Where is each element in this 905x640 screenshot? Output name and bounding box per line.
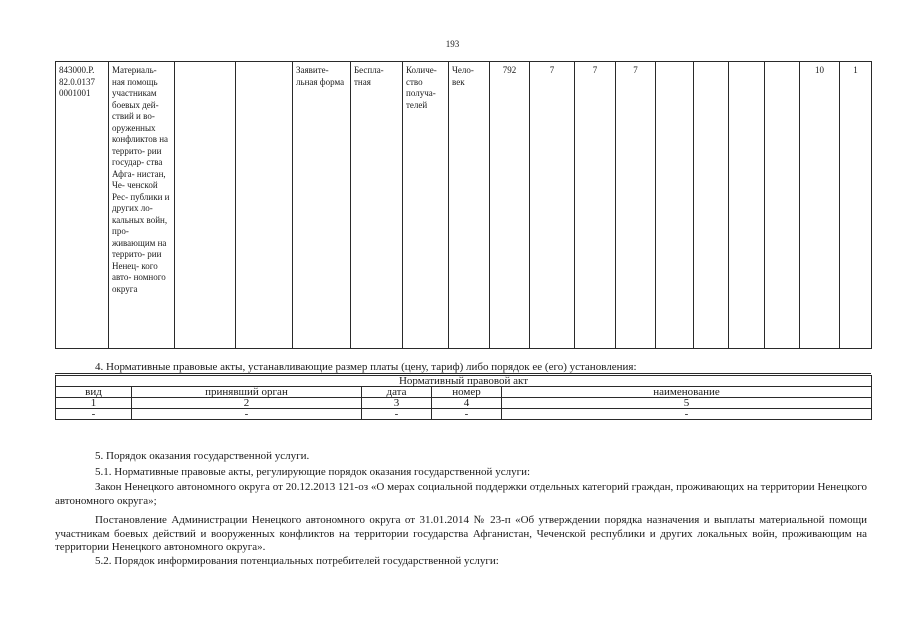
deviation-percent-cell: 10 bbox=[800, 62, 840, 349]
page-number: 193 bbox=[445, 39, 460, 49]
table-cell: - bbox=[502, 409, 872, 420]
section-4-title: 4. Нормативные правовые акты, устанавливающие размер платы (цену, тариф) либо порядок ее (его) установления: bbox=[95, 361, 637, 373]
payment-cell: Беспла- тная bbox=[351, 62, 403, 349]
empty-cell bbox=[236, 62, 293, 349]
law-paragraph: Закон Ненецкого автономного округа от 20.12.2013 121-оз «О мерах социальной поддержки отдельных категорий граждан, проживающих на территории Ненецкого автономного округа»; bbox=[55, 481, 867, 507]
legal-acts-group-header: Нормативный правовой акт bbox=[56, 376, 872, 387]
value-cell: 7 bbox=[530, 62, 575, 349]
column-header: вид bbox=[56, 387, 132, 398]
table-row bbox=[56, 387, 872, 398]
decree-paragraph: Постановление Администрации Ненецкого автономного округа от 31.01.2014 № 23-п «Об утверждении порядка назначения и выплаты материальной помощи участникам боевых действий и вооруженных конфликтов на территории государства Афганистан, Чеченской республики и других локальных войн, проживающим на территории Ненецкого автономного округа». bbox=[55, 514, 867, 553]
column-number: 4 bbox=[432, 398, 502, 409]
empty-cell bbox=[175, 62, 236, 349]
indicator-cell: Количе- ство получа- телей bbox=[403, 62, 449, 349]
table-row bbox=[56, 409, 872, 420]
section-5-2-title: 5.2. Порядок информирования потенциальных потребителей государственной услуги: bbox=[95, 555, 499, 567]
empty-cell bbox=[656, 62, 694, 349]
table-row bbox=[56, 398, 872, 409]
service-name-cell: Материаль- ная помощь участникам боевых дей- ствий и во- оруженных конфликтов на террито- рии государ- ства Афга- нистан, Че- ченской Рес- публики и других ло- кальных войн, про- живающим на террито- рии Ненец- кого авто- номного округа bbox=[109, 62, 175, 349]
empty-cell bbox=[694, 62, 729, 349]
unit-cell: Чело- век bbox=[449, 62, 490, 349]
column-number: 2 bbox=[132, 398, 362, 409]
column-header: наименование bbox=[502, 387, 872, 398]
legal-acts-table bbox=[55, 375, 872, 420]
table-cell: - bbox=[132, 409, 362, 420]
table-cell: - bbox=[56, 409, 132, 420]
column-number: 5 bbox=[502, 398, 872, 409]
deviation-abs-cell: 1 bbox=[840, 62, 872, 349]
empty-cell bbox=[765, 62, 800, 349]
column-header: дата bbox=[362, 387, 432, 398]
okei-cell: 792 bbox=[490, 62, 530, 349]
table-row bbox=[56, 62, 872, 349]
table-row bbox=[56, 376, 872, 387]
value-cell: 7 bbox=[575, 62, 616, 349]
section-5-1-title: 5.1. Нормативные правовые акты, регулирующие порядок оказания государственной услуги: bbox=[95, 466, 531, 478]
column-header: принявший орган bbox=[132, 387, 362, 398]
form-cell: Заявите- льная форма bbox=[293, 62, 351, 349]
column-number: 3 bbox=[362, 398, 432, 409]
column-number: 1 bbox=[56, 398, 132, 409]
table-cell: - bbox=[432, 409, 502, 420]
value-cell: 7 bbox=[616, 62, 656, 349]
section-5-title: 5. Порядок оказания государственной услуги. bbox=[95, 450, 310, 462]
empty-cell bbox=[729, 62, 765, 349]
service-quality-table bbox=[55, 61, 872, 349]
section-4-divider bbox=[55, 373, 871, 374]
column-header: номер bbox=[432, 387, 502, 398]
service-code-cell: 843000.Р. 82.0.0137 0001001 bbox=[56, 62, 109, 349]
table-cell: - bbox=[362, 409, 432, 420]
